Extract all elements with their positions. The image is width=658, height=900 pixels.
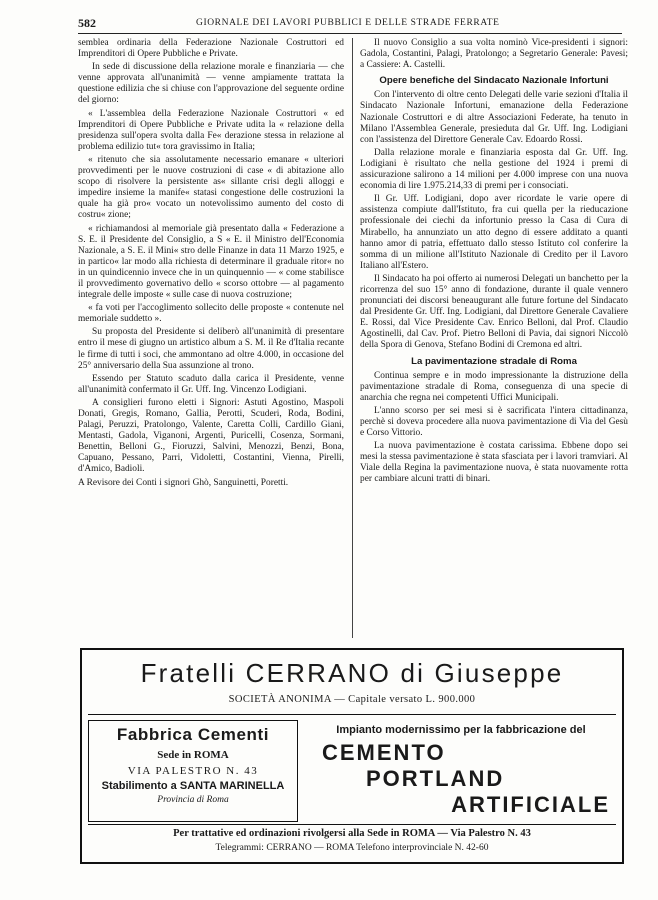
quoted-paragraph: « L'assemblea della Federazione Nazionale Costruttori « ed Imprenditori di Opere Pubbliche e Private udita la « relazione della presidenza sull'opera svolta dalla Fe« derazione stessa in relazione al problema edilizio tut« tora gravissimo in Italia; xyxy=(78,108,344,152)
paragraph: Su proposta del Presidente si deliberò all'unanimità di presentare entro il mese di giugno un artistico album a S. M. il Re d'Italia recante le firme di tutti i soci, che ammontano ad oltre 4.000, in occasione del 25° anniversario della Sua assunzione al trono. xyxy=(78,327,344,371)
section-heading: La pavimentazione stradale di Roma xyxy=(411,355,577,367)
ad-product-line-3: ARTIFICIALE xyxy=(451,792,610,817)
paragraph: Il nuovo Consiglio a sua volta nominò Vice-presidenti i signori: Gadola, Costantini, Palagi, Pratolongo; a Segretario Generale: Pavesi; a Cassiere: A. Castelli. xyxy=(360,38,628,71)
ad-product-line-1: CEMENTO xyxy=(322,740,446,765)
quoted-paragraph: « ritenuto che sia assolutamente necessario emanare « ulteriori provvedimenti per le nuove costruzioni di case « di abitazione allo scopo di risolvere la persistente as« sillante crisi degli alloggi e impedire insieme la manife« statasi congestione delle costruzioni la quale ha già pro« vocato un notevolissimo aumento del costo di costru« zione; xyxy=(78,154,344,221)
ad-left-box xyxy=(88,720,298,822)
quoted-paragraph: « fa voti per l'accoglimento sollecito delle proposte « contenute nel memoriale suddetto ». xyxy=(78,303,344,325)
paragraph: Il Gr. Uff. Lodigiani, dopo aver ricordate le varie opere di assistenza compiute dall'Istituto, fra cui quella per la rieducazione professionale dei ciechi da infortunio presso la Casa di Cura di Mirabello, ha annunziato un atto degno di essere additato a quanti hanno amor di patria, effettuato dallo stesso Istituto col conferire la somma di un milione all'Istituto Nazionale di Credito per il Lavoro Italiano all'Estero. xyxy=(360,194,628,271)
page-header xyxy=(78,12,622,34)
paragraph: L'anno scorso per sei mesi si è sacrificata l'intera cittadinanza, perchè si doveva procedere alla nuova pavimentazione di Via del Gesù e Corso Vittorio. xyxy=(360,405,628,439)
ad-province: Provincia di Roma xyxy=(157,795,229,805)
ad-plant-intro: Impianto modernissimo per la fabbricazione del xyxy=(336,724,586,736)
ad-divider xyxy=(88,714,616,715)
ad-telegram-line: Telegrammi: CERRANO — ROMA Telefono interprovinciale N. 42-60 xyxy=(215,843,489,853)
paragraph: Con l'intervento di oltre cento Delegati delle varie sezioni d'Italia il Sindacato Nazionale Infortuni, emanazione della Federazione Nazionale Costruttori e di altre Associazioni Federate, ha tenuto in Milano l'Assemblea Generale, presieduta dal Gr. Uff. Ing. Lodigiani con l'assistenza del Direttore Generale Cav. Edoardo Rossi. xyxy=(360,90,628,145)
ad-divider xyxy=(88,824,616,825)
paragraph: A consiglieri furono eletti i Signori: Astuti Agostino, Maspoli Donati, Gregis, Romano, Gallia, Perotti, Scuderi, Roda, Bodini, Palagi, Peruzzi, Pratolongo, Valente, Caretta Colli, Cardillo Giani, Mentasti, Gadola, Viganoni, Argenti, Puricelli, Cosenza, Sormani, Benettin, Belloni G., Fioruzzi, Salvini, Menozzi, Benzi, Bona, Capuano, Pessano, Parri, Vidoletti, Costantini, Vienna, Pirelli, d'Amico, Badioli. xyxy=(78,397,344,475)
paragraph: A Revisore dei Conti i signori Ghò, Sanguinetti, Poretti. xyxy=(78,477,289,488)
paragraph: In sede di discussione della relazione morale e finanziaria — che venne approvata all'unanimità — venne ampiamente trattata la questione edilizia che si chiuse con l'approvazione del seguente ordine del giorno: xyxy=(78,62,344,106)
paragraph: La nuova pavimentazione è costata carissima. Ebbene dopo sei mesi la stessa pavimentazione è stata sfasciata per i lavori tramviari. Al Viale della Regina la pavimentazione nuova, è stata nuovamente rotta per cambiare alcuni tratti di binari. xyxy=(360,441,628,485)
ad-plant: Stabilimento a SANTA MARINELLA xyxy=(101,780,285,792)
column-divider xyxy=(352,38,353,638)
ad-seat: Sede in ROMA xyxy=(157,749,229,761)
ad-product-line-2: PORTLAND xyxy=(366,766,505,791)
right-column xyxy=(360,38,628,488)
paragraph: Continua sempre e in modo impressionante la distruzione della pavimentazione stradale di Roma, conseguenza di una specie di anarchia che regna nei competenti Uffici Municipali. xyxy=(360,370,628,403)
quoted-paragraph: « richiamandosi al memoriale già presentato dalla « Federazione a S. E. il Presidente del Consiglio, a S « E. il Ministro dell'Economia Nazionale, a S. E. il Mini« stro delle Finanze in data 11 Marzo 1925, e in partico« lar modo alla richiesta di determinare il graduale ritor« no in un quindicennio invece che in un quinquennio — « come stabilisce il provvedimento governativo dello « scorso ottobre — al pagamento integrale delle imposte « sulle case di nuova costruzione; xyxy=(78,223,344,301)
paragraph: semblea ordinaria della Federazione Nazionale Costruttori ed Imprenditori di Opere Pubbliche e Private. xyxy=(78,38,344,60)
ad-right-box xyxy=(306,720,616,822)
ad-contact-line: Per trattative ed ordinazioni rivolgersi alla Sede in ROMA — Via Palestro N. 43 xyxy=(173,828,531,839)
ad-address: VIA PALESTRO N. 43 xyxy=(127,765,259,777)
ad-company-name: Fratelli CERRANO di Giuseppe xyxy=(140,658,564,688)
section-heading: Opere benefiche del Sindacato Nazionale Infortuni xyxy=(379,75,609,87)
paragraph: Il Sindacato ha poi offerto ai numerosi Delegati un banchetto per la ricorrenza del suo 15° anno di fondazione, durante il quale vennero pronunciati dei discorsi beneaugurant alle future fortune del Sindacato dal Presidente Gr. Uff. Ing. Lodigiani, dal Direttore Generale Cavaliere E. Rossi, dal Vice Presidente Cav. Enrico Belloni, dal Prof. Claudio Agostinelli, dal Cav. Prof. Pietro Belloni di Pavia, dai signori Niccolò della Spora di Genova, Stefano Bodini di Cremona ed altri. xyxy=(360,273,628,351)
page-number: 582 xyxy=(78,16,96,30)
left-column xyxy=(78,38,344,491)
paragraph: Dalla relazione morale e finanziaria esposta dal Gr. Uff. Ing. Lodigiani è risultato che nella gestione del 1924 i premi di assicurazione salirono a 14 milioni per 4.000 imprese con una nuova economia di lire 1.975.214,33 di premi per i consociati. xyxy=(360,147,628,192)
paragraph: Essendo per Statuto scaduto dalla carica il Presidente, venne all'unanimità confermato il Gr. Uff. Ing. Vincenzo Lodigiani. xyxy=(78,373,344,395)
journal-title: GIORNALE DEI LAVORI PUBBLICI E DELLE STRADE FERRATE xyxy=(196,18,500,28)
ad-factory-title: Fabbrica Cementi xyxy=(116,725,270,744)
ad-subtitle: SOCIETÀ ANONIMA — Capitale versato L. 900.000 xyxy=(228,694,476,705)
advertisement xyxy=(80,648,624,864)
